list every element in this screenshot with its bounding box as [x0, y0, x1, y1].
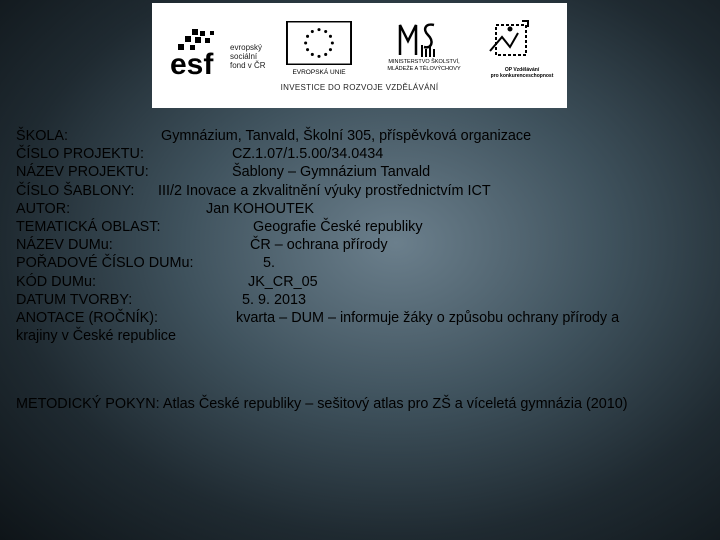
msmt-caption: MINISTERSTVO ŠKOLSTVÍ, MLÁDEŽE A TĚLOVÝCHOVY [387, 59, 461, 72]
field-label: ČÍSLO PROJEKTU: [16, 146, 144, 163]
op-vk-logo [482, 17, 562, 83]
field-value: III/2 Inovace a zkvalitnění výuky prostřednictvím ICT [158, 182, 491, 199]
eu-logo [286, 21, 352, 79]
field-date [16, 291, 716, 309]
field-annotation [16, 309, 716, 327]
field-author [16, 200, 716, 218]
field-value: ČR – ochrana přírody [250, 237, 388, 254]
field-dum-order [16, 254, 716, 272]
field-value: CZ.1.07/1.5.00/34.0434 [232, 146, 384, 163]
field-label: TEMATICKÁ OBLAST: [16, 218, 161, 235]
eu-caption: EVROPSKÁ UNIE [292, 69, 346, 76]
op-vk-mark-icon [488, 17, 532, 61]
annotation-continuation: krajiny v České republice [16, 328, 176, 345]
esf-mark-icon [170, 27, 228, 77]
field-value: kvarta – DUM – informuje žáky o způsobu ochrany přírody a [236, 309, 620, 326]
field-label: ANOTACE (ROČNÍK): [16, 309, 159, 326]
field-label: ŠKOLA: [16, 128, 68, 144]
field-label: AUTOR: [16, 200, 71, 217]
field-label: POŘADOVÉ ČÍSLO DUMu: [16, 255, 194, 272]
op-vk-caption: OP Vzdělávání pro konkurenceschopnost [490, 67, 554, 79]
field-dum-code [16, 273, 716, 291]
msmt-logo [378, 19, 470, 81]
field-school [16, 127, 716, 145]
field-label: DATUM TVORBY: [16, 291, 133, 308]
field-template-number [16, 182, 716, 200]
field-project-number [16, 145, 716, 163]
field-value: JK_CR_05 [248, 273, 318, 290]
svg-text:esf: esf [170, 48, 214, 77]
field-value: Jan KOHOUTEK [206, 200, 314, 217]
metadata-block [16, 127, 716, 345]
field-value: Geografie České republiky [253, 218, 423, 235]
field-value: 5. 9. 2013 [242, 291, 307, 308]
methodic-note: METODICKÝ POKYN: Atlas České republiky – sešitový atlas pro ZŠ a víceletá gymnázia (2010) [16, 396, 628, 412]
field-label: ČÍSLO ŠABLONY: [16, 182, 135, 199]
field-value: Gymnázium, Tanvald, Školní 305, příspěvková organizace [161, 128, 532, 144]
field-project-name [16, 163, 716, 181]
esf-logo [170, 17, 292, 85]
field-value: 5. [263, 255, 276, 272]
field-label: NÁZEV PROJEKTU: [16, 164, 149, 181]
msmt-mark-icon [396, 19, 442, 59]
field-topic [16, 218, 716, 236]
logo-banner [152, 3, 567, 108]
field-label: KÓD DUMu: [16, 273, 96, 290]
field-dum-name [16, 236, 716, 254]
banner-slogan: INVESTICE DO ROZVOJE VZDĚLÁVÁNÍ [280, 83, 439, 92]
field-label: NÁZEV DUMu: [16, 237, 113, 254]
field-value: Šablony – Gymnázium Tanvald [232, 164, 431, 181]
esf-caption: evropský sociální fond v ČR [230, 43, 266, 70]
eu-flag-icon [286, 21, 352, 65]
